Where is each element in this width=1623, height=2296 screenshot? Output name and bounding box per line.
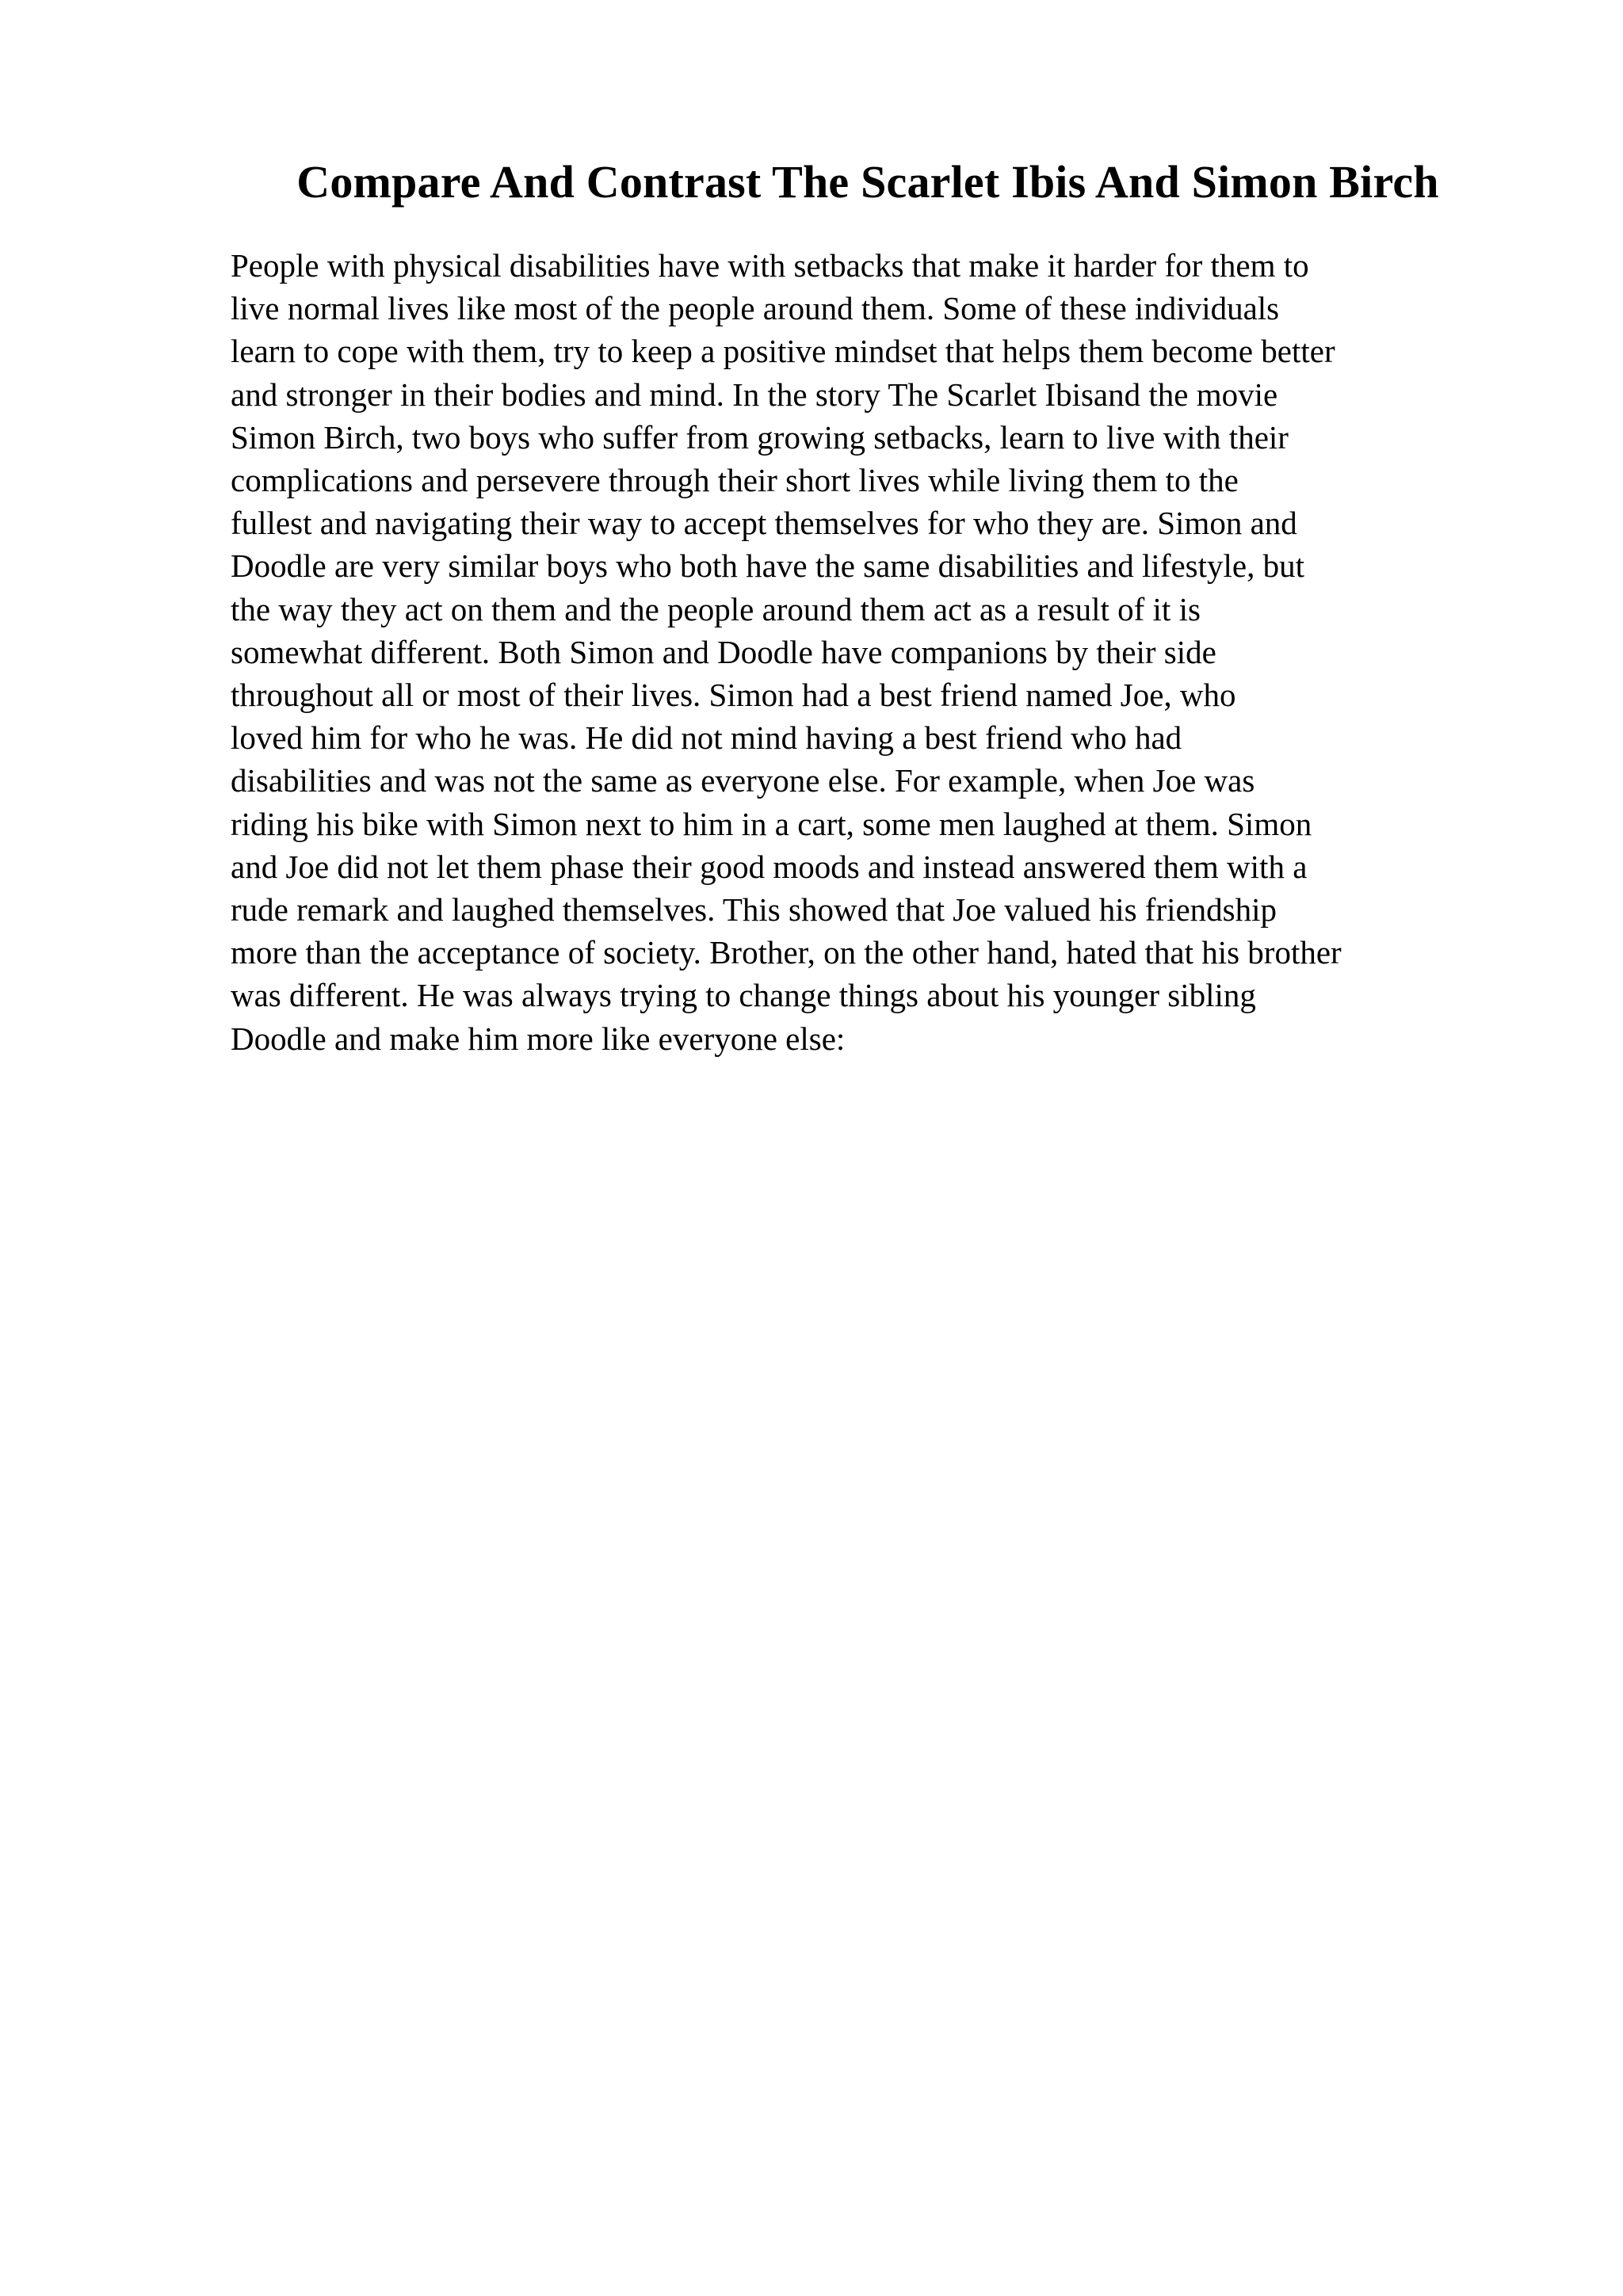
paragraph-line: People with physical disabilities have with setbacks that make it harder for them to xyxy=(231,247,1309,284)
paragraph-line: throughout all or most of their lives. Simon had a best friend named Joe, who xyxy=(231,677,1236,714)
paragraph-line: Doodle and make him more like everyone else: xyxy=(231,1020,846,1057)
paragraph-line: and Joe did not let them phase their good moods and instead answered them with a xyxy=(231,848,1308,885)
paragraph-line: was different. He was always trying to change things about his younger sibling xyxy=(231,977,1256,1014)
paragraph-line: rude remark and laughed themselves. This showed that Joe valued his friendship xyxy=(231,891,1277,929)
paragraph-line: disabilities and was not the same as everyone else. For example, when Joe was xyxy=(231,762,1255,799)
paragraph-line: learn to cope with them, try to keep a positive mindset that helps them become better xyxy=(231,333,1335,370)
paragraph-line: riding his bike with Simon next to him in a cart, some men laughed at them. Simon xyxy=(231,805,1312,842)
paragraph-line: loved him for who he was. He did not mind having a best friend who had xyxy=(231,719,1182,757)
paragraph-line: fullest and navigating their way to accept themselves for who they are. Simon and xyxy=(231,505,1297,542)
paragraph-line: the way they act on them and the people around them act as a result of it is xyxy=(231,590,1201,627)
paragraph-line: somewhat different. Both Simon and Doodle have companions by their side xyxy=(231,633,1216,670)
paragraph-line: and stronger in their bodies and mind. In the story The Scarlet Ibisand the movie xyxy=(231,376,1278,413)
paragraph-line: Doodle are very similar boys who both have the same disabilities and lifestyle, but xyxy=(231,547,1304,585)
paragraph-line: live normal lives like most of the people around them. Some of these individuals xyxy=(231,290,1280,327)
essay-paragraph xyxy=(231,244,1530,1060)
paragraph-line: Simon Birch, two boys who suffer from growing setbacks, learn to live with their xyxy=(231,418,1289,456)
paragraph-line: complications and persevere through their short lives while living them to the xyxy=(231,462,1239,499)
paragraph-line: more than the acceptance of society. Brother, on the other hand, hated that his brother xyxy=(231,934,1342,971)
document-title: Compare And Contrast The Scarlet Ibis And Simon Birch xyxy=(296,156,1439,208)
